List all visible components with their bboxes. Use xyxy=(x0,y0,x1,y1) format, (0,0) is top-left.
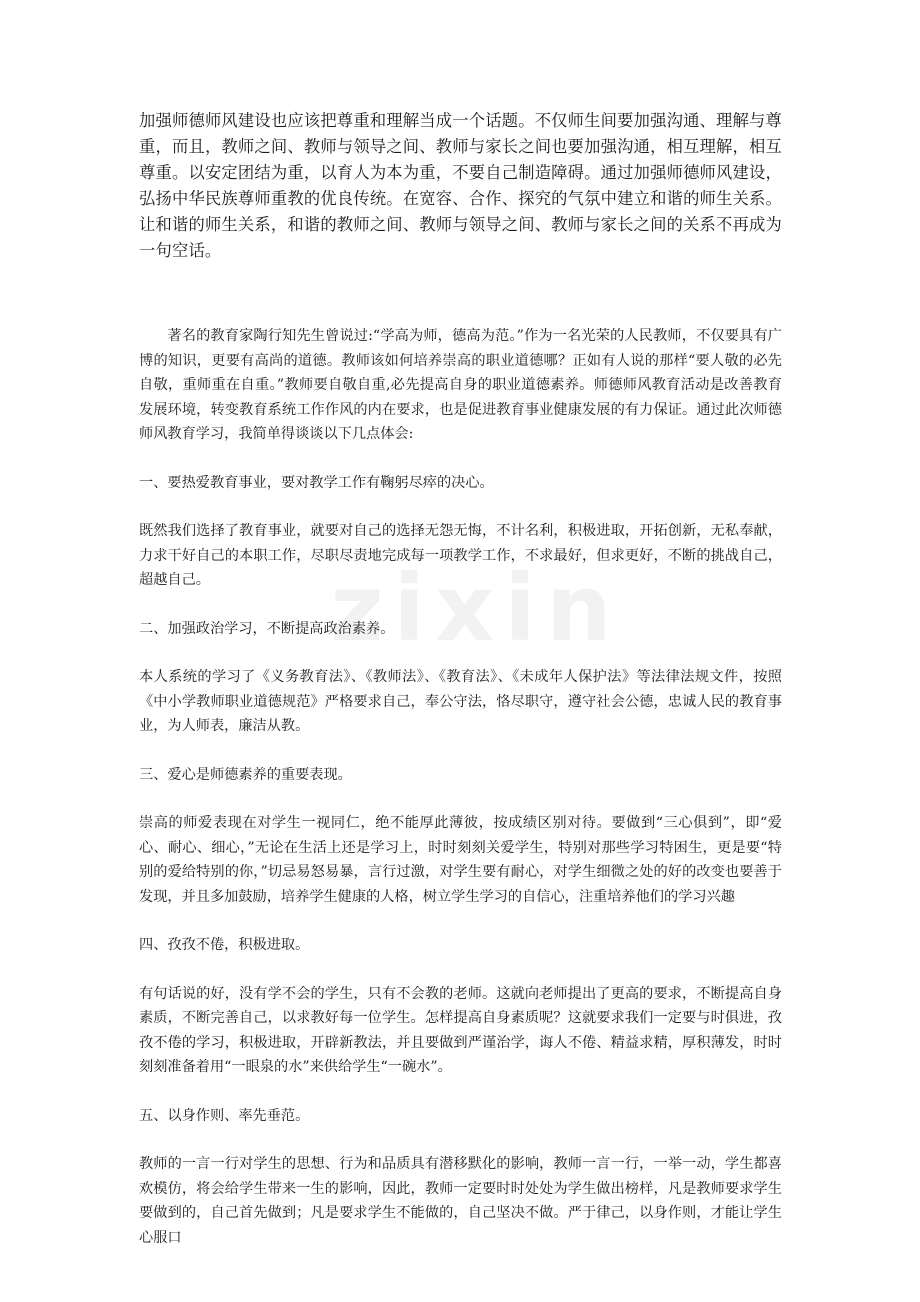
section-paragraph: 教师的一言一行对学生的思想、行为和品质具有潜移默化的影响，教师一言一行，一举一动，学生都喜欢模仿，将会给学生带来一生的影响，因此，教师一定要时时处处为学生做出榜样，凡是教师要求学生要做到的，自己首先做到；凡是要求学生不能做的，自己坚决不做。严于律己，以身作则，才能让学生心服口 xyxy=(139,1156,782,1246)
section-heading: 五、以身作则、率先垂范。 xyxy=(139,1107,310,1124)
spacer xyxy=(139,495,782,519)
spacer xyxy=(139,739,782,763)
spacer xyxy=(139,593,782,617)
spacer xyxy=(139,1128,782,1152)
spacer xyxy=(139,641,782,665)
section-paragraph: 既然我们选择了教育事业，就要对自己的选择无怨无悔，不计名利，积极进取，开拓创新，无私奉献，力求干好自己的本职工作，尽职尽责地完成每一项教学工作，不求最好，但求更好，不断的挑战自己，超越自己。 xyxy=(139,523,782,588)
section-paragraph: 有句话说的好，没有学不会的学生，只有不会教的老师。这就向老师提出了更高的要求，不断提高自身素质，不断完善自己，以求教好每一位学生。怎样提高自身素质呢？这就要求我们一定要与时俱进，孜孜不倦的学习，积极进取，开辟新教法，并且要做到严谨治学，诲人不倦、精益求精，厚积薄发，时时刻刻准备着用“一眼泉的水”来供给学生“一碗水”。 xyxy=(139,985,782,1075)
spacer xyxy=(139,909,782,933)
spacer xyxy=(139,958,782,982)
section-paragraph: 崇高的师爱表现在对学生一视同仁，绝不能厚此薄彼，按成绩区别对待。要做到“三心俱到”，即“爱心、耐心、细心，”无论在生活上还是学习上，时时刻刻关爱学生，特别对那些学习特困生，更是要“特别的爱给特别的你，”切忌易怒易暴，言行过激，对学生要有耐心，对学生细微之处的好的改变也要善于发现，并且多加鼓励，培养学生健康的人格，树立学生学习的自信心，注重培养他们的学习兴趣 xyxy=(139,815,782,905)
watermark: zixin xyxy=(330,555,622,662)
spacer xyxy=(139,1080,782,1104)
section-heading: 二、加强政治学习，不断提高政治素养。 xyxy=(139,620,395,637)
section-heading: 一、要热爱教育事业，要对教学工作有鞠躬尽瘁的决心。 xyxy=(139,474,494,491)
section-heading: 四、孜孜不倦，积极进取。 xyxy=(139,937,310,953)
opening-paragraph: 著名的教育家陶行知先生曾说过:“学高为师，德高为范。”作为一名光荣的人民教师，不仅要具有广博的知识，更要有高尚的道德。教师该如何培养崇高的职业道德哪？正如有人说的那样“要人敬的必先自敬，重师重在自重。”教师要自敬自重,必先提高自身的职业道德素养。师德师风教育活动是改善教育发展环境，转变教育系统工作作风的内在要求，也是促进教育事业健康发展的有力保证。通过此次师德师风教育学习，我简单得谈谈以下几点体会: xyxy=(139,328,782,442)
spacer xyxy=(139,787,782,811)
spacer xyxy=(139,264,782,324)
section-paragraph: 本人系统的学习了《义务教育法》、《教师法》、《教育法》、《未成年人保护法》等法律法规文件，按照《中小学教师职业道德规范》严格要求自己，奉公守法，恪尽职守，遵守社会公德，忠诚人民的教育事业，为人师表，廉洁从教。 xyxy=(139,669,782,734)
spacer xyxy=(139,447,782,471)
intro-paragraph: 加强师德师风建设也应该把尊重和理解当成一个话题。不仅师生间要加强沟通、理解与尊重，而且，教师之间、教师与领导之间、教师与家长之间也要加强沟通，相互理解，相互尊重。以安定团结为重，以育人为本为重，不要自己制造障碍。通过加强师德师风建设，弘扬中华民族尊师重教的优良传统。在宽容、合作、探究的气氛中建立和谐的师生关系。让和谐的师生关系，和谐的教师之间、教师与领导之间、教师与家长之间的关系不再成为一句空话。 xyxy=(139,111,782,260)
section-heading: 三、爱心是师德素养的重要表现。 xyxy=(139,766,352,783)
document-page xyxy=(139,108,782,1250)
